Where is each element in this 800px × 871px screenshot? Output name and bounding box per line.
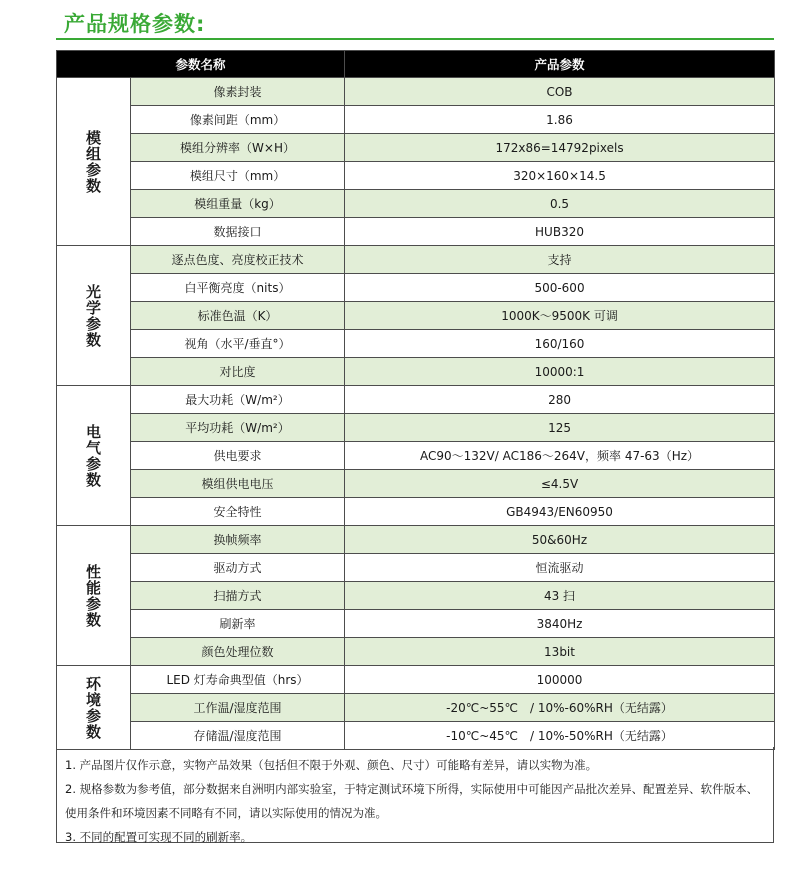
table-row	[57, 190, 775, 218]
param-label: 模组重量（kg）	[131, 190, 345, 218]
param-value: 1000K～9500K 可调	[345, 302, 775, 330]
group-label	[57, 78, 131, 246]
param-value: 160/160	[345, 330, 775, 358]
param-label: 驱动方式	[131, 554, 345, 582]
table-row	[57, 582, 775, 610]
param-value: -20℃~55℃ / 10%-60%RH（无结露）	[345, 694, 775, 722]
param-label: 视角（水平/垂直°）	[131, 330, 345, 358]
param-label: 白平衡亮度（nits）	[131, 274, 345, 302]
header-param-name: 参数名称	[57, 51, 345, 78]
table-row	[57, 302, 775, 330]
title-bar	[56, 4, 774, 40]
group-label	[57, 666, 131, 750]
table-row	[57, 666, 775, 694]
group-label-char: 数	[85, 176, 101, 195]
param-value: 100000	[345, 666, 775, 694]
table-row	[57, 442, 775, 470]
table-row	[57, 694, 775, 722]
group-label-char: 数	[85, 470, 101, 489]
param-label: 模组分辨率（W×H）	[131, 134, 345, 162]
table-row	[57, 358, 775, 386]
group-label	[57, 246, 131, 386]
param-value: AC90～132V/ AC186～264V，频率 47-63（Hz）	[345, 442, 775, 470]
group-label-char: 光	[85, 282, 101, 301]
param-label: 数据接口	[131, 218, 345, 246]
param-label: 平均功耗（W/m²）	[131, 414, 345, 442]
table-row	[57, 526, 775, 554]
table-row	[57, 246, 775, 274]
group-label-char: 模	[85, 128, 101, 147]
param-label: 颜色处理位数	[131, 638, 345, 666]
param-value: 50&60Hz	[345, 526, 775, 554]
page-title: 产品规格参数:	[64, 12, 206, 36]
group-label-char: 能	[85, 578, 101, 597]
param-label: 最大功耗（W/m²）	[131, 386, 345, 414]
param-label: 逐点色度、亮度校正技术	[131, 246, 345, 274]
spec-body	[57, 78, 775, 750]
table-row	[57, 78, 775, 106]
param-value: GB4943/EN60950	[345, 498, 775, 526]
param-value: 500-600	[345, 274, 775, 302]
param-value: 1.86	[345, 106, 775, 134]
param-value: 13bit	[345, 638, 775, 666]
group-label-char: 环	[85, 674, 101, 693]
group-label-char: 参	[85, 454, 101, 473]
param-label: 供电要求	[131, 442, 345, 470]
table-row	[57, 134, 775, 162]
param-value: 172x86=14792pixels	[345, 134, 775, 162]
param-value: 3840Hz	[345, 610, 775, 638]
group-label-char: 参	[85, 314, 101, 333]
group-label-char: 参	[85, 160, 101, 179]
spec-table	[56, 50, 775, 750]
header-param-value: 产品参数	[345, 51, 775, 78]
param-label: 标准色温（K）	[131, 302, 345, 330]
param-value: -10℃~45℃ / 10%-50%RH（无结露）	[345, 722, 775, 750]
table-row	[57, 162, 775, 190]
note-item: 3. 不同的配置可实现不同的刷新率。	[65, 830, 253, 844]
table-row	[57, 330, 775, 358]
table-row	[57, 386, 775, 414]
table-row	[57, 498, 775, 526]
param-label: 模组尺寸（mm）	[131, 162, 345, 190]
param-value: 43 扫	[345, 582, 775, 610]
param-value: 0.5	[345, 190, 775, 218]
param-label: 换帧频率	[131, 526, 345, 554]
table-header	[57, 51, 775, 78]
group-label-char: 电	[85, 422, 101, 441]
param-value: 125	[345, 414, 775, 442]
param-value: 支持	[345, 246, 775, 274]
param-value: HUB320	[345, 218, 775, 246]
param-value: 280	[345, 386, 775, 414]
param-label: 像素封装	[131, 78, 345, 106]
param-label: 对比度	[131, 358, 345, 386]
param-value: COB	[345, 78, 775, 106]
param-label: 像素间距（mm）	[131, 106, 345, 134]
param-label: LED 灯寿命典型值（hrs）	[131, 666, 345, 694]
note-item: 1. 产品图片仅作示意，实物产品效果（包括但不限于外观、颜色、尺寸）可能略有差异，请以实物为准。	[65, 758, 598, 772]
table-row	[57, 610, 775, 638]
group-label-char: 境	[85, 690, 101, 709]
param-value: 320×160×14.5	[345, 162, 775, 190]
group-label-char: 气	[85, 438, 101, 457]
param-value: 10000:1	[345, 358, 775, 386]
group-label-char: 数	[85, 330, 101, 349]
table-row	[57, 414, 775, 442]
note-item: 2. 规格参数为参考值，部分数据来自洲明内部实验室，于特定测试环境下所得，实际使用中可能因产品批次差异、配置差异、软件版本、使用条件和环境因素不同略有不同，请以实际使用的情况为准。	[65, 782, 759, 820]
table-row	[57, 106, 775, 134]
group-label-char: 学	[85, 298, 101, 317]
group-label	[57, 526, 131, 666]
param-label: 扫描方式	[131, 582, 345, 610]
group-label-char: 参	[85, 594, 101, 613]
group-label-char: 性	[85, 562, 101, 581]
param-label: 模组供电电压	[131, 470, 345, 498]
param-label: 存储温/湿度范围	[131, 722, 345, 750]
param-label: 工作温/湿度范围	[131, 694, 345, 722]
table-row	[57, 638, 775, 666]
group-label-char: 数	[85, 610, 101, 629]
param-label: 刷新率	[131, 610, 345, 638]
table-row	[57, 722, 775, 750]
table-row	[57, 274, 775, 302]
group-label-char: 组	[85, 144, 101, 163]
param-value: 恒流驱动	[345, 554, 775, 582]
table-row	[57, 554, 775, 582]
notes-box	[56, 747, 774, 843]
group-label-char: 参	[85, 706, 101, 725]
group-label	[57, 386, 131, 526]
table-row	[57, 470, 775, 498]
param-value: ≤4.5V	[345, 470, 775, 498]
table-row	[57, 218, 775, 246]
param-label: 安全特性	[131, 498, 345, 526]
group-label-char: 数	[85, 722, 101, 741]
